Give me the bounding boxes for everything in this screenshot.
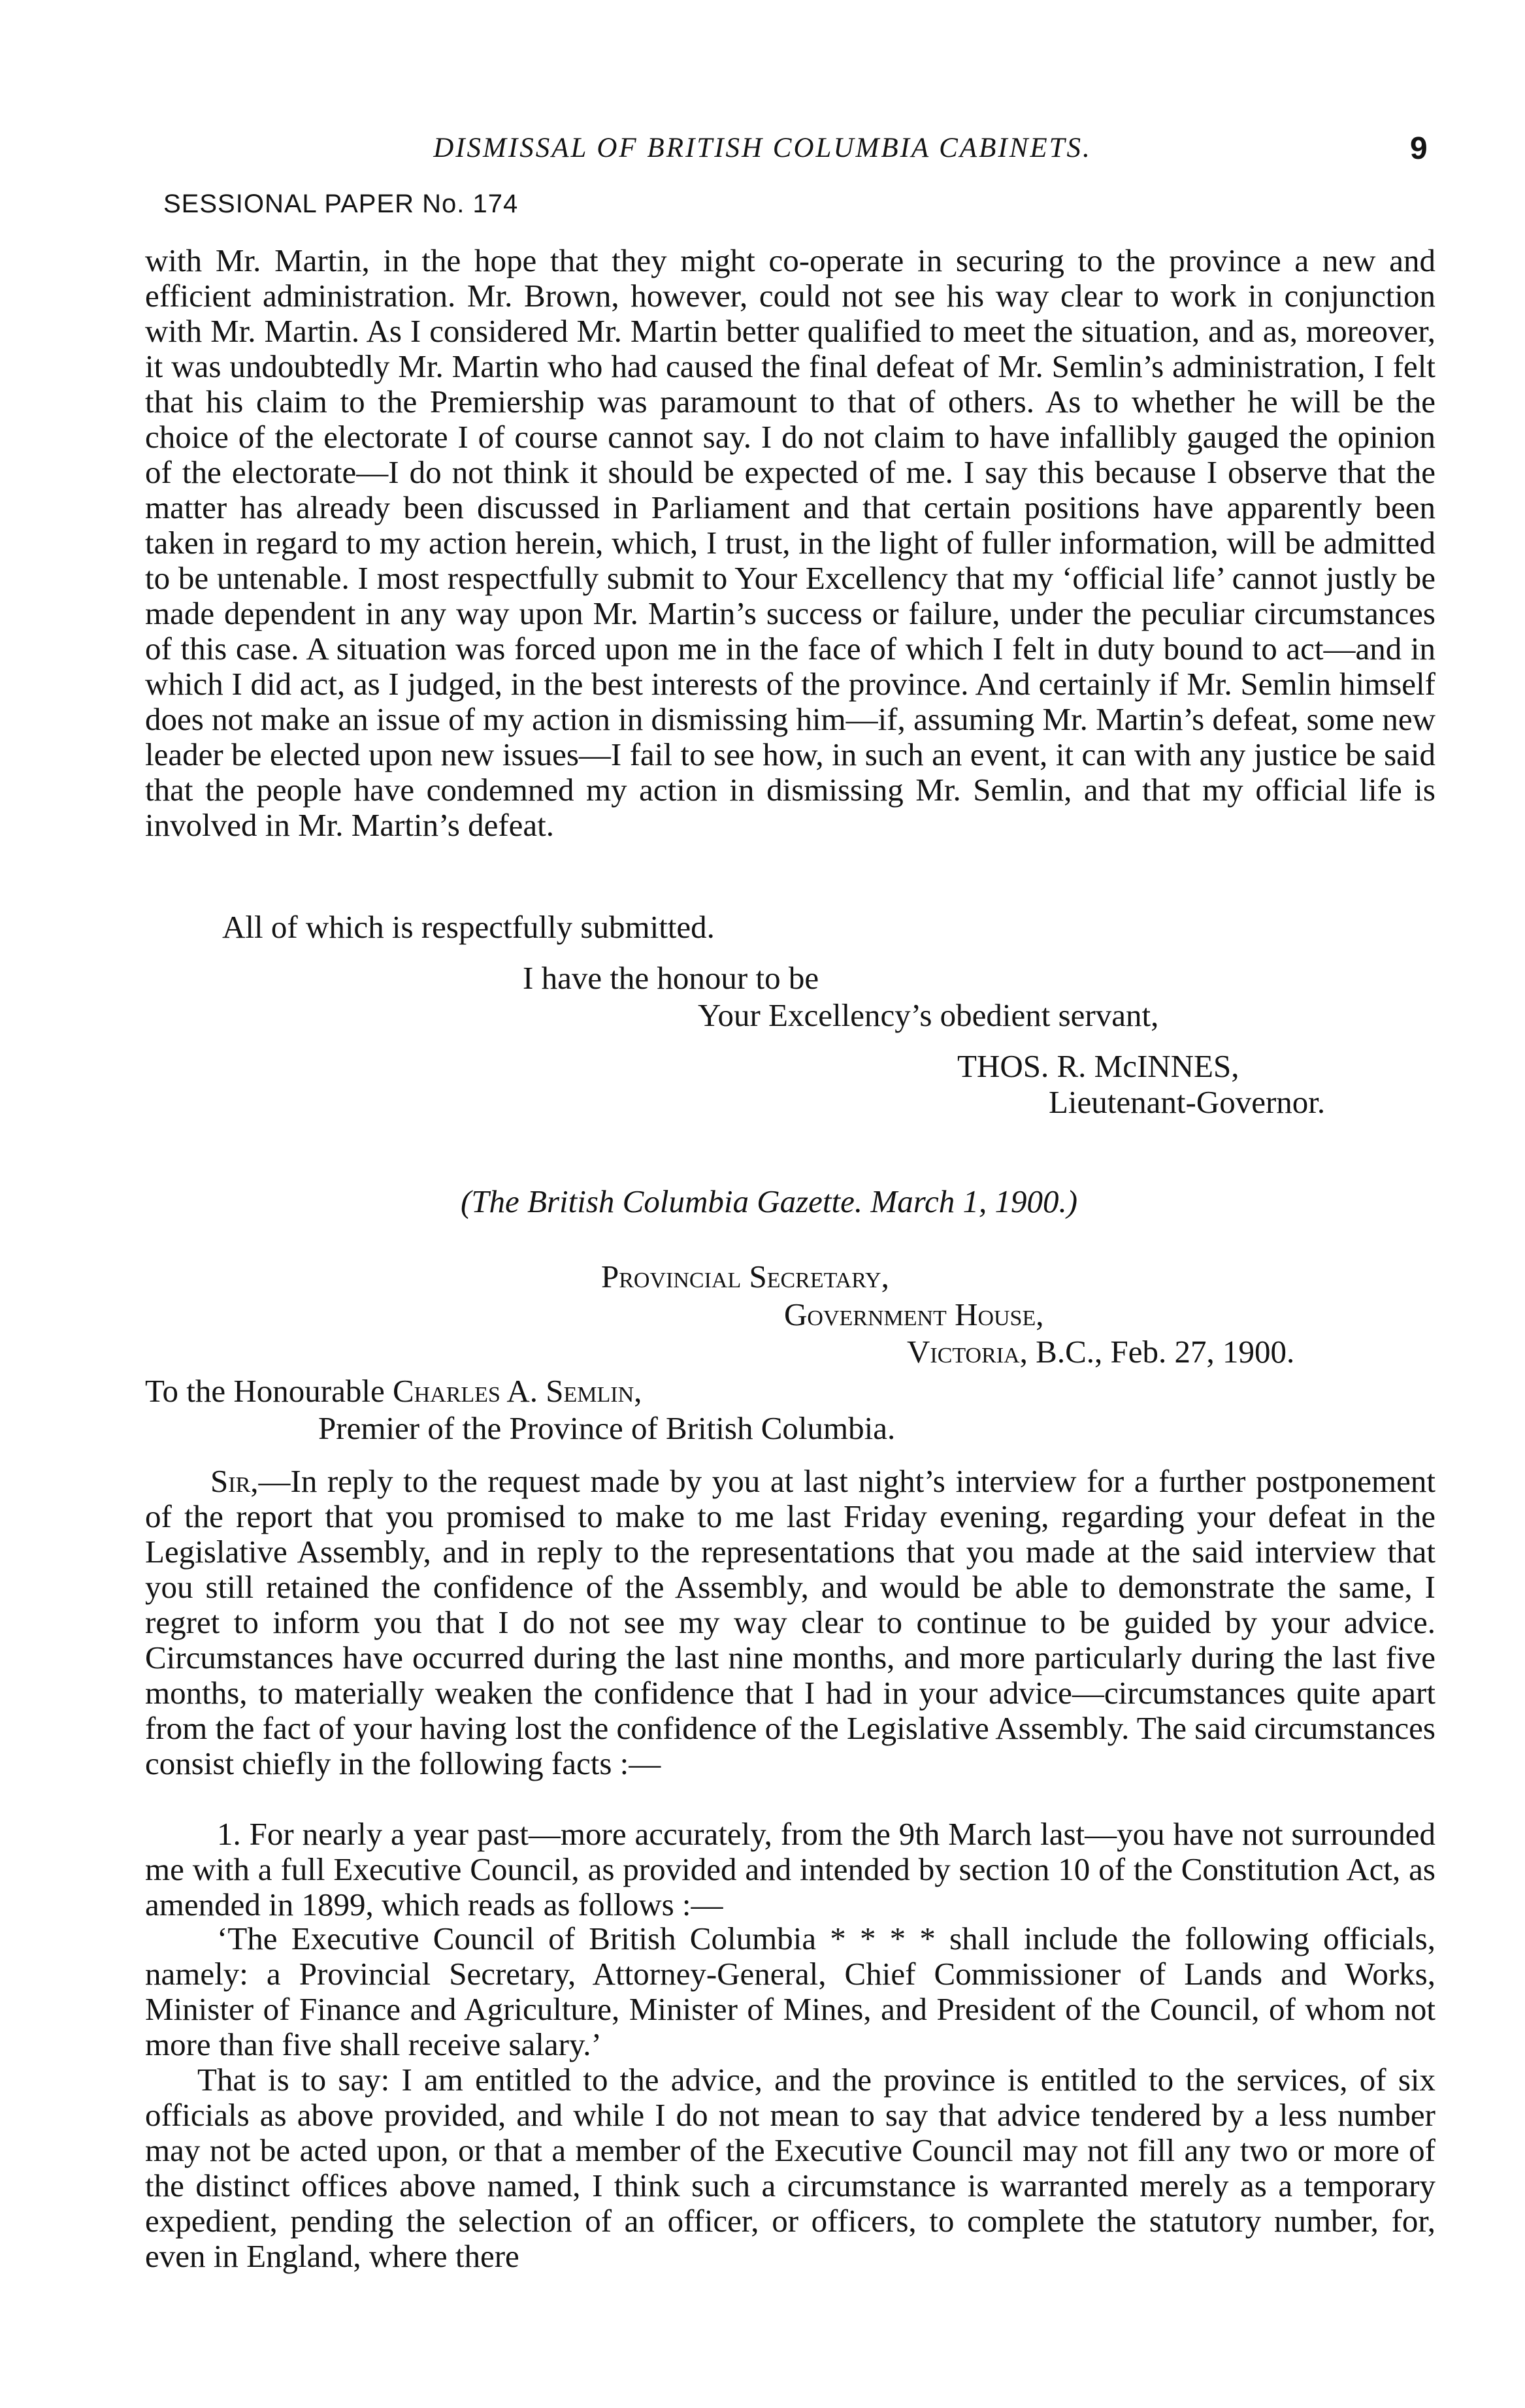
letter2-paragraph-one: 1. For nearly a year past—more accurately, from the 9th March last—you have not surrounded me with a full Executive Council, as provided and intended by section 10 of the Constitution Act, as amended in 1899, which reads as follows :— [145, 1816, 1435, 1922]
addressee-name: Charles A. Semlin, [392, 1373, 642, 1409]
letter2-paragraph-sir [145, 1464, 1435, 1781]
address-line-1: Provincial Secretary, [601, 1259, 889, 1295]
letter2-paragraph-that: That is to say: I am entitled to the advice, and the province is entitled to the services, of six officials as above provided, and while I do not mean to say that advice tendered by a less number may not be acted upon, or that a member of the Executive Council may not fill any two or more of the distinct offices above named, I think such a circumstance is warranted merely as a temporary expedient, pending the selection of an officer, or officers, to complete the statutory number, for, even in England, where there [145, 2062, 1435, 2274]
gazette-citation: (The British Columbia Gazette. March 1, 1900.) [460, 1183, 1078, 1219]
addressee-title: Premier of the Province of British Columbia. [318, 1410, 896, 1446]
letter-date: Feb. 27, 1900. [1110, 1334, 1295, 1370]
statute-quotation: ‘The Executive Council of British Columbia * * * * shall include the following officials, namely: a Provincial Secretary, Attorney-General, Chief Commissioner of Lands and Works, Minister of Finance and Agriculture, Minister of Mines, and President of the Council, of whom not more than five shall receive salary.’ [145, 1921, 1435, 2062]
sessional-paper-label: SESSIONAL PAPER No. 174 [163, 190, 519, 218]
submitted-line: All of which is respectfully submitted. [222, 909, 715, 945]
paragraph-sir-text: —In reply to the request made by you at last night’s interview for a further postponement of the report that you promised to make to me last Friday evening, regarding your defeat in the Legislative Assembly, and in reply to the representations that you made at the said interview that you still retained the confidence of the Assembly, and would be able to demonstrate the same, I regret to inform you that I do not see my way clear to continue to be guided by your advice. Circumstances have occurred during the last nine months, and more particularly during the last five months, to materially weaken the confidence that I had in your advice—circumstances quite apart from the fact of your having lost the confidence of the Legislative Assembly. The said circumstances consist chiefly in the following facts :— [145, 1463, 1435, 1781]
salutation: Sir, [210, 1463, 259, 1499]
address-line-2: Government House, [784, 1296, 1044, 1332]
running-head: DISMISSAL OF BRITISH COLUMBIA CABINETS. [433, 133, 1092, 163]
signature-name: THOS. R. McINNES, [957, 1048, 1239, 1084]
addressee-line [145, 1372, 642, 1410]
closing-servant: Your Excellency’s obedient servant, [698, 997, 1159, 1033]
addressee-prefix: To the Honourable [145, 1373, 385, 1409]
address-line-3 [907, 1334, 1294, 1370]
signature-title: Lieutenant-Governor. [1049, 1084, 1326, 1120]
letter-body-paragraph: with Mr. Martin, in the hope that they might co-operate in securing to the province a new and efficient administration. Mr. Brown, however, could not see his way clear to work in conjunction with Mr. Martin. As I considered Mr. Martin better qualified to meet the situation, and as, moreover, it was undoubtedly Mr. Martin who had caused the final defeat of Mr. Semlin’s administration, I felt that his claim to the Premiership was paramount to that of others. As to whether he will be the choice of the electorate I of course cannot say. I do not claim to have infallibly gauged the opinion of the electorate—I do not think it should be expected of me. I say this because I observe that the matter has already been discussed in Parliament and that certain positions have apparently been taken in regard to my action herein, which, I trust, in the light of fuller information, will be admitted to be untenable. I most respectfully submit to Your Excellency that my ‘official life’ cannot justly be made dependent in any way upon Mr. Martin’s success or failure, under the peculiar circumstances of this case. A situation was forced upon me in the face of which I felt in duty bound to act—and in which I did act, as I judged, in the best interests of the province. And certainly if Mr. Semlin himself does not make an issue of my action in dismissing him—if, assuming Mr. Martin’s defeat, some new leader be elected upon new issues—I fail to see how, in such an event, it can with any justice be said that the people have condemned my action in dismissing Mr. Semlin, and that my official life is involved in Mr. Martin’s defeat. [145, 242, 1435, 843]
page-number: 9 [1410, 131, 1428, 166]
closing-honour: I have the honour to be [523, 960, 819, 996]
address-place: Victoria, B.C., [907, 1334, 1103, 1370]
